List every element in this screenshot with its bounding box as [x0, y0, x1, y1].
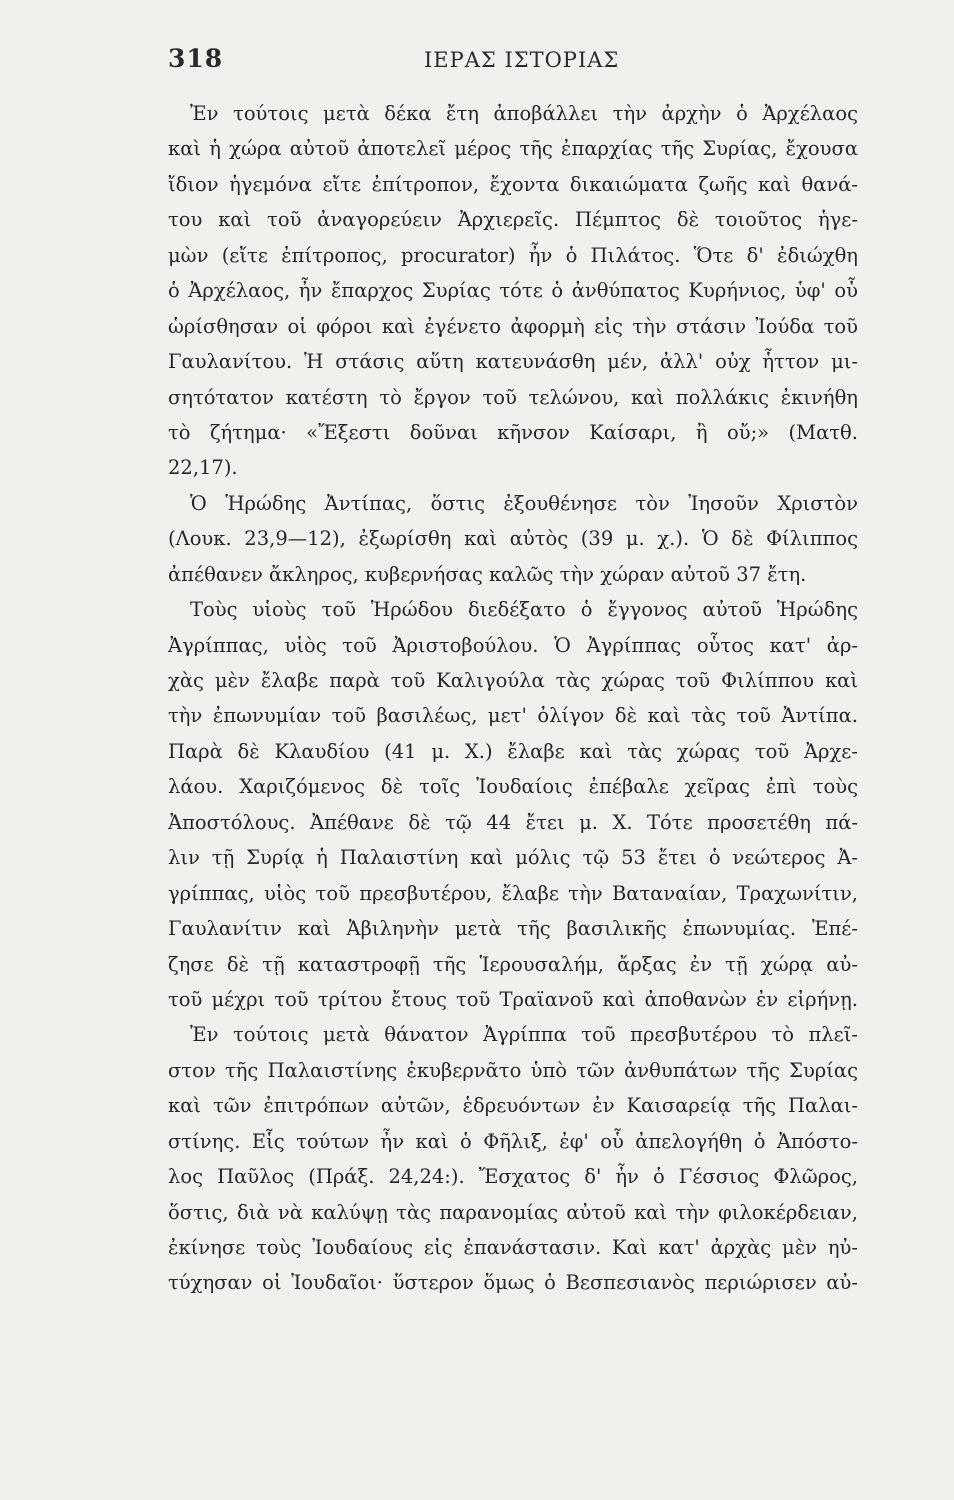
text-line: τύχησαν οἱ Ἰουδαῖοι· ὕστερον ὅμως ὁ Βεσπεσιανὸς περιώρισεν αὐ- [168, 1271, 858, 1295]
text-line: Ἀποστόλους. Ἀπέθανε δὲ τῷ 44 ἔτει μ. Χ. Τότε προσετέθη πά- [168, 810, 858, 834]
text-line: καὶ τῶν ἐπιτρόπων αὐτῶν, ἑδρευόντων ἐν Καισαρείᾳ τῆς Παλαι- [168, 1094, 858, 1118]
text-line: 22,17). [168, 456, 238, 480]
text-line: Ὁ Ἡρώδης Ἀντίπας, ὅστις ἐξουθένησε τὸν Ἰησοῦν Χριστὸν [190, 491, 858, 515]
text-line: Τοὺς υἱοὺς τοῦ Ἡρώδου διεδέξατο ὁ ἔγγονος αὐτοῦ Ἡρώδης [190, 598, 858, 622]
text-line: λιν τῇ Συρίᾳ ἡ Παλαιστίνη καὶ μόλις τῷ 53 ἔτει ὁ νεώτερος Ἀ- [168, 846, 858, 870]
text-line: στον τῆς Παλαιστίνης ἐκυβερνᾶτο ὑπὸ τῶν ἀνθυπάτων τῆς Συρίας [168, 1058, 858, 1082]
text-line: Γαυλανίτιν καὶ Ἀβιληνὴν μετὰ τῆς βασιλικῆς ἐπωνυμίας. Ἐπέ- [168, 917, 858, 941]
page-header [168, 44, 858, 84]
body-text [168, 96, 858, 1301]
text-line: ὡρίσθησαν οἱ φόροι καὶ ἐγένετο ἀφορμὴ εἰς τὴν στάσιν Ἰούδα τοῦ [168, 314, 858, 338]
text-line: σητότατον κατέστη τὸ ἔργον τοῦ τελώνου, καὶ πολλάκις ἐκινήθη [168, 385, 858, 409]
text-line: ζησε δὲ τῇ καταστροφῇ τῆς Ἱερουσαλήμ, ἄρξας ἐν τῇ χώρᾳ αὐ- [168, 952, 858, 976]
text-line: λος Παῦλος (Πράξ. 24,24:). Ἔσχατος δ' ἦν ὁ Γέσσιος Φλῶρος, [168, 1165, 858, 1189]
text-line: ἀπέθανεν ἄκληρος, κυβερνήσας καλῶς τὴν χώραν αὐτοῦ 37 ἔτη. [168, 562, 807, 586]
text-line: Γαυλανίτου. Ἡ στάσις αὕτη κατευνάσθη μέν, ἀλλ' οὐχ ἧττον μι- [168, 350, 858, 374]
text-line: Ἀγρίππας, υἱὸς τοῦ Ἀριστοβούλου. Ὁ Ἀγρίππας οὗτος κατ' ἀρ- [168, 633, 858, 657]
text-line: μὼν (εἴτε ἐπίτροπος, procurator) ἦν ὁ Πιλάτος. Ὅτε δ' ἐδιώχθη [168, 243, 858, 267]
text-line: γρίππας, υἱὸς τοῦ πρεσβυτέρου, ἔλαβε τὴν Βαταναίαν, Τραχωνίτιν, [168, 881, 858, 905]
text-line: στίνης. Εἷς τούτων ἦν καὶ ὁ Φῆλιξ, ἐφ' οὗ ἀπελογήθη ὁ Ἀπόστο- [168, 1129, 858, 1153]
text-line: ὁ Ἀρχέλαος, ἦν ἔπαρχος Συρίας τότε ὁ ἀνθύπατος Κυρήνιος, ὑφ' οὗ [168, 279, 858, 303]
text-line: λάου. Χαριζόμενος δὲ τοῖς Ἰουδαίοις ἐπέβαλε χεῖρας ἐπὶ τοὺς [168, 775, 858, 799]
text-line: καὶ ἡ χώρα αὐτοῦ ἀποτελεῖ μέρος τῆς ἐπαρχίας τῆς Συρίας, ἔχουσα [168, 137, 858, 161]
text-line: χὰς μὲν ἔλαβε παρὰ τοῦ Καλιγούλα τὰς χώρας τοῦ Φιλίππου καὶ [168, 669, 858, 692]
text-line: ὅστις, διὰ νὰ καλύψῃ τὰς παρανομίας αὐτοῦ καὶ τὴν φιλοκέρδειαν, [168, 1200, 858, 1224]
text-line: Ἐν τούτοις μετὰ θάνατον Ἀγρίππα τοῦ πρεσβυτέρου τὸ πλεῖ- [190, 1023, 858, 1047]
text-line: (Λουκ. 23,9—12), ἐξωρίσθη καὶ αὐτὸς (39 μ. χ.). Ὁ δὲ Φίλιππος [168, 527, 858, 551]
text-line: ἴδιον ἡγεμόνα εἴτε ἐπίτροπον, ἔχοντα δικαιώματα ζωῆς καὶ θανά- [168, 172, 858, 196]
text-line: του καὶ τοῦ ἀναγορεύειν Ἀρχιερεῖς. Πέμπτος δὲ τοιοῦτος ἡγε- [168, 208, 858, 232]
text-line: Ἐν τούτοις μετὰ δέκα ἔτη ἀποβάλλει τὴν ἀρχὴν ὁ Ἀρχέλαος [190, 102, 858, 125]
running-head: ΙΕΡΑΣ ΙΣΤΟΡΙΑΣ [424, 48, 620, 72]
text-line: τοῦ μέχρι τοῦ τρίτου ἔτους τοῦ Τραϊανοῦ καὶ ἀποθανὼν ἐν εἰρήνῃ. [168, 987, 858, 1011]
text-line: Παρὰ δὲ Κλαυδίου (41 μ. Χ.) ἔλαβε καὶ τὰς χώρας τοῦ Ἀρχε- [168, 739, 858, 763]
text-line: τὸ ζήτημα· «Ἔξεστι δοῦναι κῆνσον Καίσαρι, ἢ οὔ;» (Ματθ. [168, 420, 858, 444]
text-line: τὴν ἐπωνυμίαν τοῦ βασιλέως, μετ' ὀλίγον δὲ καὶ τὰς τοῦ Ἀντίπα. [168, 704, 858, 728]
page-number: 318 [168, 44, 224, 73]
text-line: ἐκίνησε τοὺς Ἰουδαίους εἰς ἐπανάστασιν. Καὶ κατ' ἀρχὰς μὲν ηὐ- [168, 1236, 858, 1259]
